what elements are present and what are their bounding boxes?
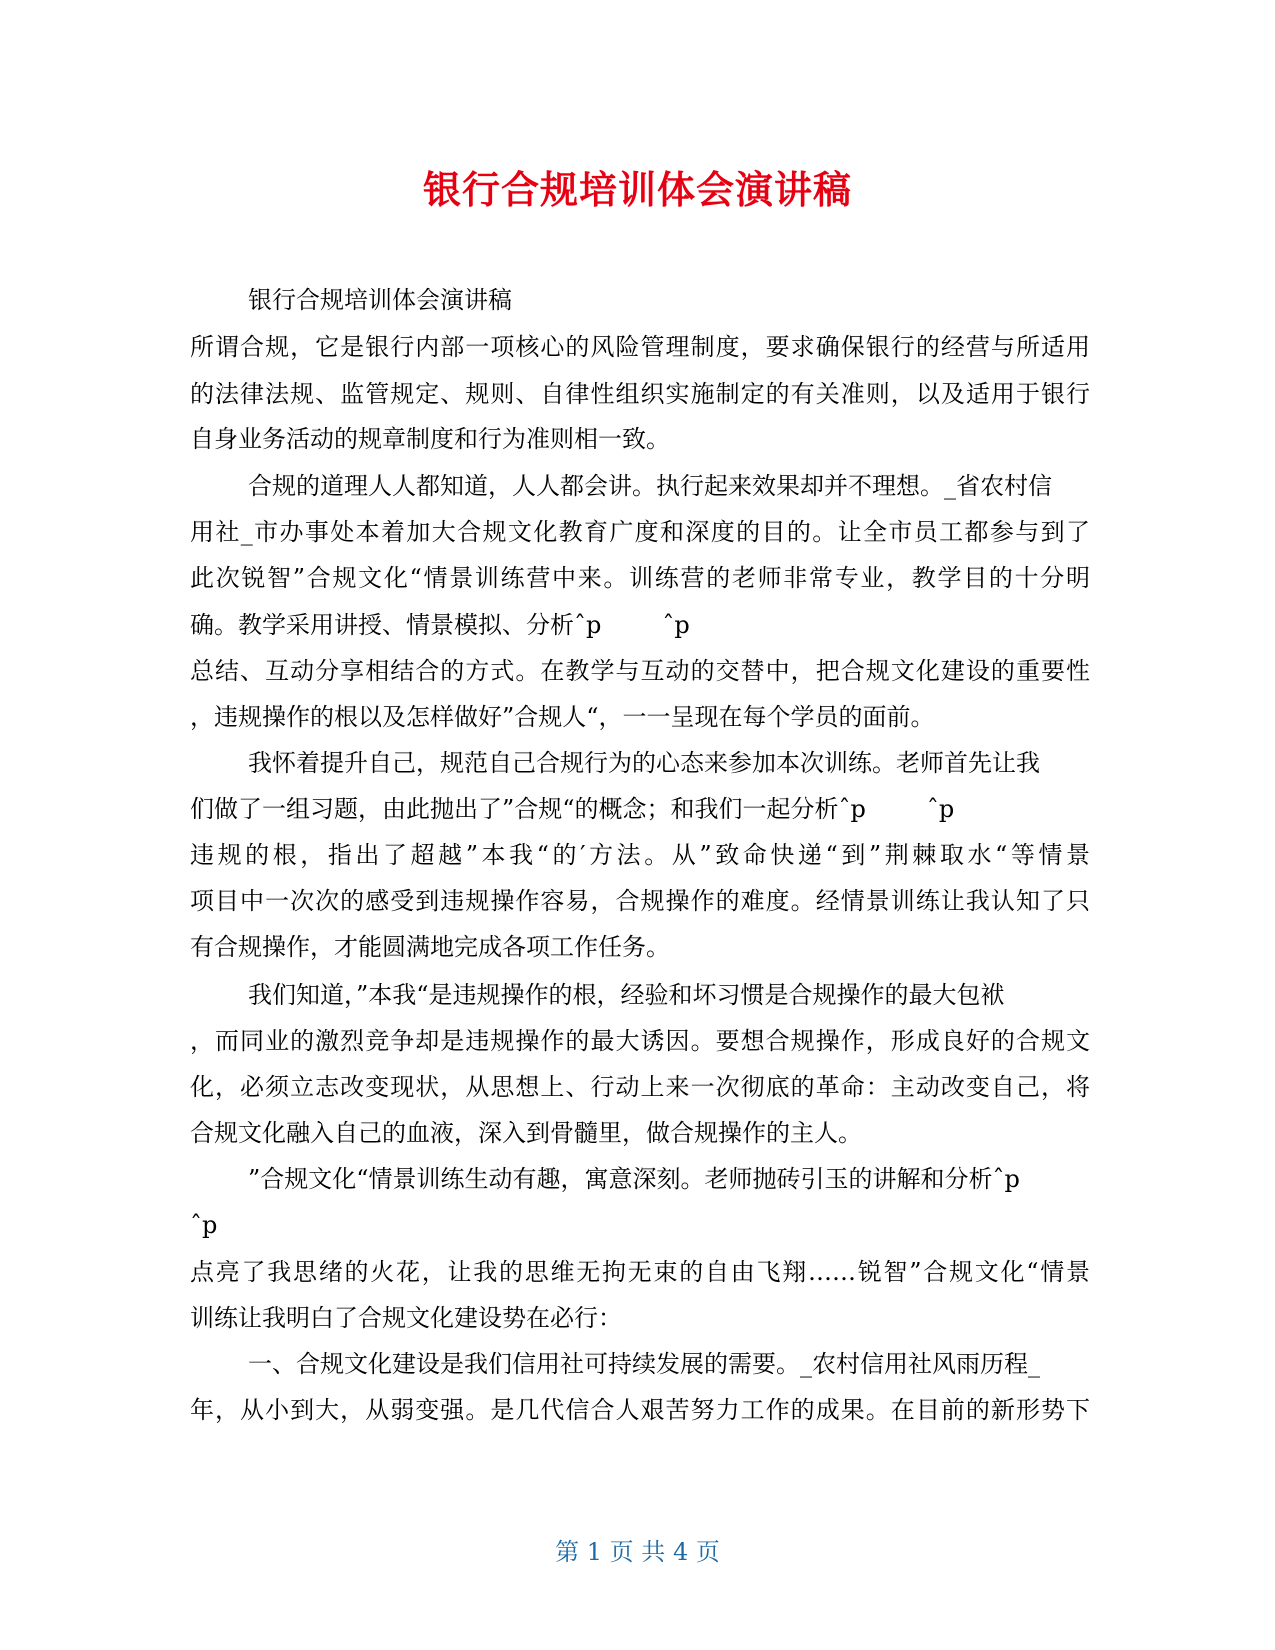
text-line: ”合规文化“情景训练生动有趣，寓意深刻。老师抛砖引玉的讲解和分析ˆp	[248, 1165, 1020, 1193]
text-line: 确。教学采用讲授、情景模拟、分析ˆp ˆp	[190, 611, 690, 639]
text-line: 所谓合规，它是银行内部一项核心的风险管理制度，要求确保银行的经营与所适用	[190, 333, 1090, 361]
text-line: 有合规操作，才能圆满地完成各项工作任务。	[190, 933, 670, 961]
text-line: 训练让我明白了合规文化建设势在必行：	[190, 1304, 622, 1332]
text-line: 的法律法规、监管规定、规则、自律性组织实施制定的有关准则，以及适用于银行	[190, 380, 1090, 408]
text-line: 们做了一组习题，由此抛出了”合规“的概念；和我们一起分析ˆp ˆp	[190, 795, 955, 823]
text-line: 我们知道，”本我“是违规操作的根，经验和坏习惯是合规操作的最大包袱	[248, 981, 1005, 1009]
text-line: 总结、互动分享相结合的方式。在教学与互动的交替中，把合规文化建设的重要性	[190, 657, 1090, 685]
text-line: 银行合规培训体会演讲稿	[248, 286, 512, 314]
text-line: ，而同业的激烈竞争却是违规操作的最大诱因。要想合规操作，形成良好的合规文	[190, 1027, 1090, 1055]
text-line: 年，从小到大，从弱变强。是几代信合人艰苦努力工作的成果。在目前的新形势下	[190, 1396, 1090, 1424]
text-line: 点亮了我思绪的火花，让我的思维无拘无束的自由飞翔……锐智”合规文化“情景	[190, 1258, 1090, 1286]
text-line: 合规的道理人人都知道，人人都会讲。执行起来效果却并不理想。_省农村信	[248, 472, 1052, 500]
text-line: ˆp	[190, 1211, 218, 1239]
text-line: 此次锐智”合规文化“情景训练营中来。训练营的老师非常专业，教学目的十分明	[190, 564, 1090, 592]
text-line: 违规的根，指出了超越”本我“的′方法。从”致命快递“到”荆棘取水“等情景	[190, 841, 1090, 869]
text-line: 我怀着提升自己，规范自己合规行为的心态来参加本次训练。老师首先让我	[248, 749, 1040, 777]
text-line: 一、合规文化建设是我们信用社可持续发展的需要。_农村信用社风雨历程_	[248, 1350, 1040, 1378]
text-line: 用社_市办事处本着加大合规文化教育广度和深度的目的。让全市员工都参与到了	[190, 518, 1090, 546]
document-title: 银行合规培训体会演讲稿	[422, 168, 852, 212]
text-line: ，违规操作的根以及怎样做好”合规人“，一一呈现在每个学员的面前。	[190, 703, 935, 731]
page-number-footer: 第 1 页 共 4 页	[555, 1538, 720, 1566]
text-line: 项目中一次次的感受到违规操作容易，合规操作的难度。经情景训练让我认知了只	[190, 887, 1090, 915]
text-line: 自身业务活动的规章制度和行为准则相一致。	[190, 425, 670, 453]
text-line: 化，必须立志改变现状，从思想上、行动上来一次彻底的革命：主动改变自己，将	[190, 1073, 1090, 1101]
text-line: 合规文化融入自己的血液，深入到骨髓里，做合规操作的主人。	[190, 1119, 862, 1147]
